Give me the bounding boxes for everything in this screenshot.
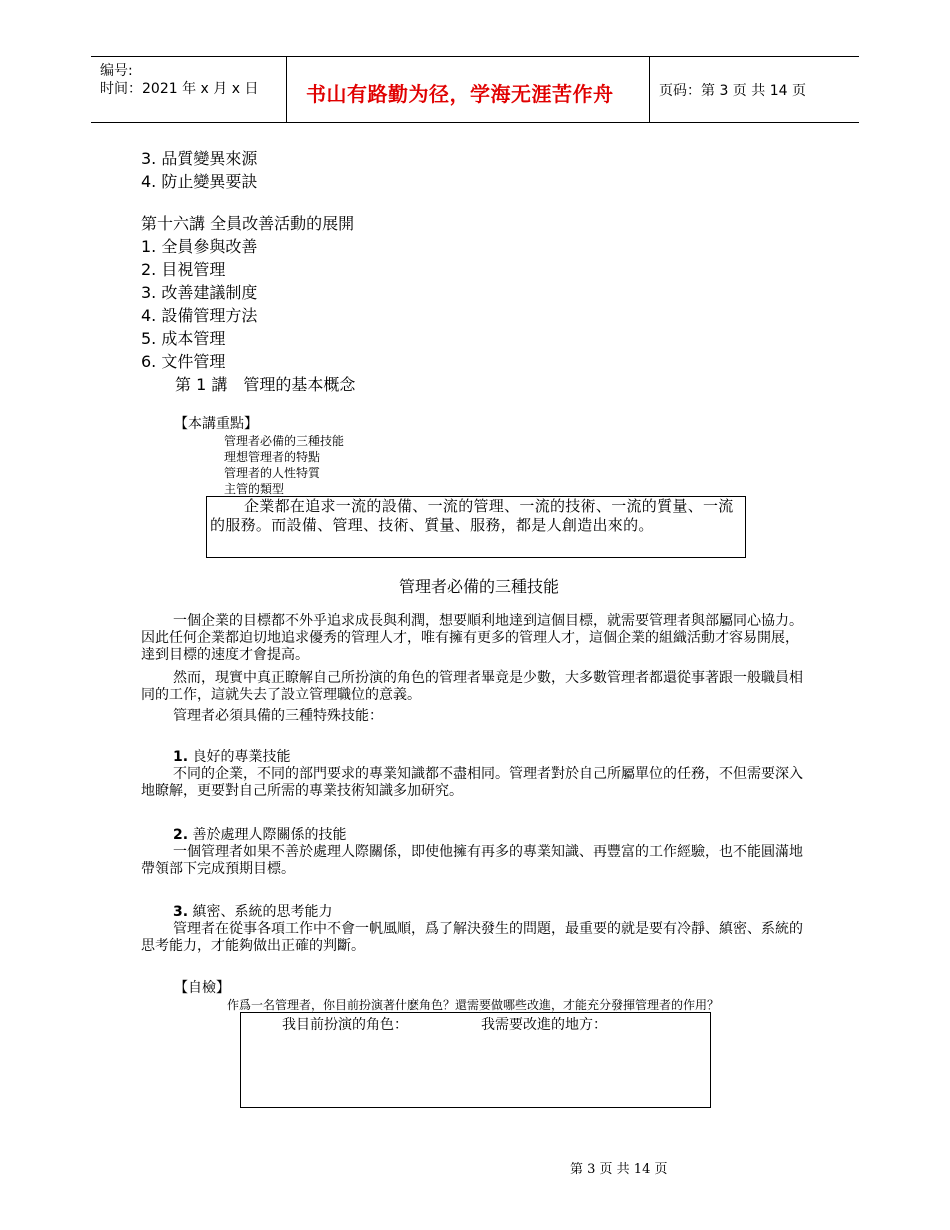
- skill-heading: 2. 善於處理人際關係的技能: [173, 827, 347, 843]
- list-item: 4. 防止變異要訣: [141, 172, 258, 191]
- list-item: 3. 品質變異來源: [141, 149, 258, 168]
- paragraph: 管理者必須具備的三種特殊技能：: [173, 708, 383, 724]
- skill-text: 不同的企業，不同的部門要求的專業知識都不盡相同。管理者對於自己所屬單位的任務，不但需要深入地瞭解，更要對自己所需的專業技術知識多加研究。: [141, 766, 803, 799]
- list-item: 3. 改善建議制度: [141, 283, 258, 302]
- answer-column-improve: 我需要改進的地方：: [481, 1017, 607, 1033]
- key-point: 管理者的人性特質: [224, 466, 321, 480]
- header-top-rule: [91, 56, 859, 57]
- skill-heading: 3. 縝密、系統的思考能力: [173, 904, 333, 920]
- self-check-question: 作爲一名管理者，你目前扮演著什麽角色？還需要做哪些改進，才能充分發揮管理者的作用？: [227, 998, 720, 1012]
- list-item: 4. 設備管理方法: [141, 306, 258, 325]
- time-label: 时间：2021 年 x 月 x 日: [100, 81, 259, 97]
- section-title: 管理者必備的三種技能: [399, 577, 560, 596]
- skill-text: 一個管理者如果不善於處理人際關係，即使他擁有再多的專業知識、再豐富的工作經驗，也不能圓滿地帶領部下完成預期目標。: [141, 844, 803, 877]
- lecture16-title: 第十六講 全員改善活動的展開: [141, 214, 355, 233]
- answer-column-role: 我目前扮演的角色：: [282, 1017, 408, 1033]
- header-divider-right: [649, 56, 650, 122]
- list-item: 6. 文件管理: [141, 352, 226, 371]
- list-item: 1. 全員參與改善: [141, 237, 258, 256]
- key-point: 管理者必備的三種技能: [224, 434, 345, 448]
- list-item: 2. 目視管理: [141, 260, 226, 279]
- header-divider-left: [286, 56, 287, 122]
- skill-heading: 1. 良好的專業技能: [173, 749, 291, 765]
- header-motto: 书山有路勤为径，学海无涯苦作舟: [306, 82, 614, 106]
- self-check-label: 【自檢】: [174, 980, 230, 996]
- paragraph: 一個企業的目標都不外乎追求成長與利潤，想要順利地達到這個目標，就需要管理者與部屬同心協力。因此任何企業都迫切地追求優秀的管理人才，唯有擁有更多的管理人才，這個企業的組織活動才容易開展，達到目標的速度才會提高。: [141, 613, 803, 663]
- page-footer: 第 3 页 共 14 页: [570, 1162, 668, 1177]
- key-points-label: 【本講重點】: [174, 416, 258, 432]
- key-point: 主管的類型: [224, 482, 285, 496]
- page-indicator: 页码：第 3 页 共 14 页: [659, 83, 806, 99]
- header-bottom-rule: [91, 122, 859, 123]
- list-item: 5. 成本管理: [141, 329, 226, 348]
- serial-label: 编号:: [100, 63, 133, 79]
- quote-text: 企業都在追求一流的設備、一流的管理、一流的技術、一流的質量、一流的服務。而設備、管理、技術、質量、服務，都是人創造出來的。: [210, 497, 734, 534]
- paragraph: 然而，現實中真正瞭解自己所扮演的角色的管理者畢竟是少數，大多數管理者都還從事著跟一般職員相同的工作，這就失去了設立管理職位的意義。: [141, 670, 803, 703]
- skill-text: 管理者在從事各項工作中不會一帆風順，爲了解決發生的問題，最重要的就是要有冷靜、縝密、系統的思考能力，才能夠做出正確的判斷。: [141, 921, 803, 954]
- key-point: 理想管理者的特點: [224, 450, 321, 464]
- lecture1-title: 第 1 講 管理的基本概念: [175, 375, 356, 394]
